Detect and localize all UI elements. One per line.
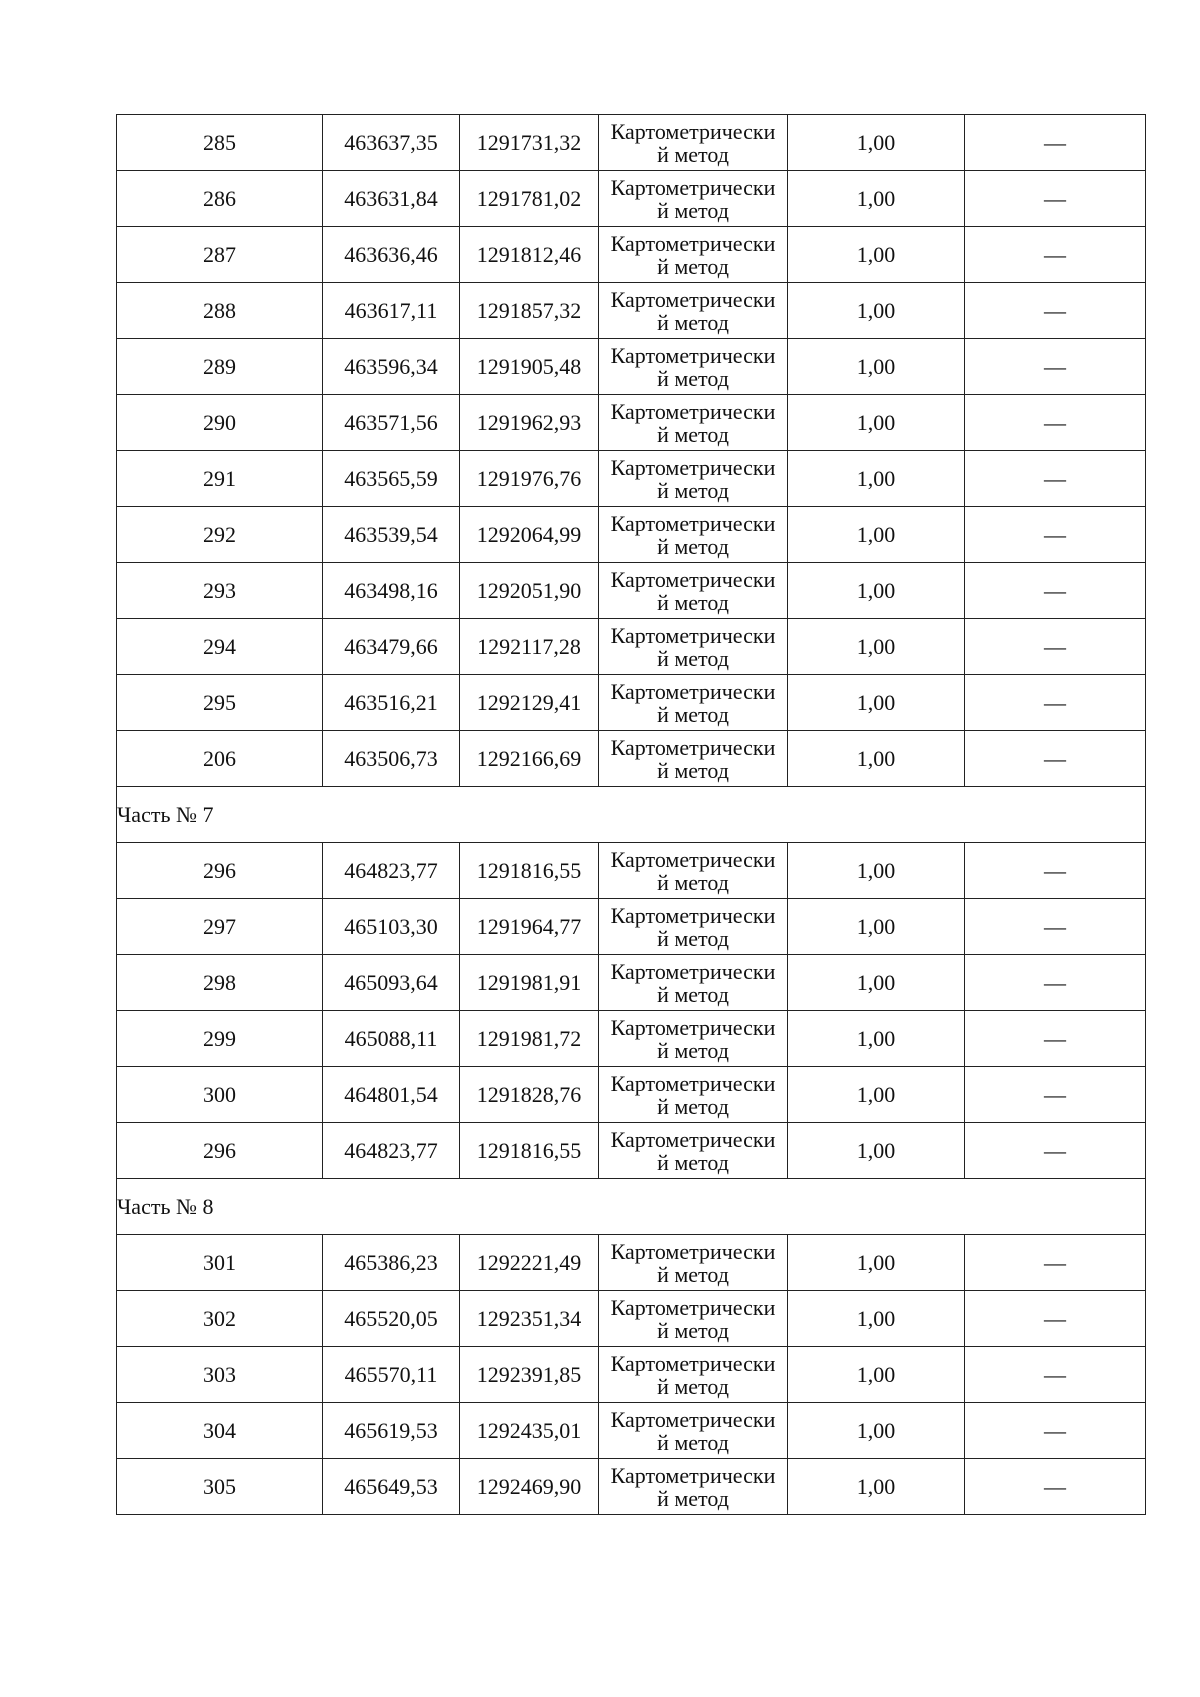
method-cell: Картометрически й метод <box>599 1011 788 1067</box>
y-coordinate-cell: 1291816,55 <box>460 843 599 899</box>
y-coordinate-cell: 1291981,72 <box>460 1011 599 1067</box>
x-coordinate-cell: 463571,56 <box>323 395 460 451</box>
precision-cell: 1,00 <box>788 171 965 227</box>
x-coordinate-cell: 465386,23 <box>323 1235 460 1291</box>
x-coordinate-cell: 465103,30 <box>323 899 460 955</box>
method-cell: Картометрически й метод <box>599 1403 788 1459</box>
point-number-cell: 305 <box>117 1459 323 1515</box>
method-cell: Картометрически й метод <box>599 1067 788 1123</box>
method-cell: Картометрически й метод <box>599 1123 788 1179</box>
y-coordinate-cell: 1291812,46 <box>460 227 599 283</box>
table-row <box>117 675 1146 731</box>
precision-cell: 1,00 <box>788 731 965 787</box>
table-row <box>117 395 1146 451</box>
y-coordinate-cell: 1292221,49 <box>460 1235 599 1291</box>
table-row <box>117 955 1146 1011</box>
point-number-cell: 295 <box>117 675 323 731</box>
precision-cell: 1,00 <box>788 1291 965 1347</box>
dash-cell: — <box>965 1235 1146 1291</box>
coordinates-table-body <box>117 115 1146 1515</box>
point-number-cell: 296 <box>117 1123 323 1179</box>
point-number-cell: 298 <box>117 955 323 1011</box>
x-coordinate-cell: 465619,53 <box>323 1403 460 1459</box>
table-row <box>117 731 1146 787</box>
point-number-cell: 304 <box>117 1403 323 1459</box>
table-row <box>117 563 1146 619</box>
dash-cell: — <box>965 899 1146 955</box>
y-coordinate-cell: 1291781,02 <box>460 171 599 227</box>
dash-cell: — <box>965 1403 1146 1459</box>
x-coordinate-cell: 464823,77 <box>323 843 460 899</box>
table-row <box>117 507 1146 563</box>
point-number-cell: 286 <box>117 171 323 227</box>
coordinates-table <box>116 114 1146 1515</box>
x-coordinate-cell: 463565,59 <box>323 451 460 507</box>
precision-cell: 1,00 <box>788 1011 965 1067</box>
point-number-cell: 288 <box>117 283 323 339</box>
precision-cell: 1,00 <box>788 1235 965 1291</box>
precision-cell: 1,00 <box>788 227 965 283</box>
method-cell: Картометрически й метод <box>599 731 788 787</box>
table-row <box>117 1235 1146 1291</box>
y-coordinate-cell: 1291976,76 <box>460 451 599 507</box>
x-coordinate-cell: 465093,64 <box>323 955 460 1011</box>
y-coordinate-cell: 1292117,28 <box>460 619 599 675</box>
y-coordinate-cell: 1291731,32 <box>460 115 599 171</box>
precision-cell: 1,00 <box>788 1123 965 1179</box>
dash-cell: — <box>965 507 1146 563</box>
section-header-row <box>117 1179 1146 1235</box>
x-coordinate-cell: 463596,34 <box>323 339 460 395</box>
dash-cell: — <box>965 171 1146 227</box>
dash-cell: — <box>965 227 1146 283</box>
dash-cell: — <box>965 339 1146 395</box>
method-cell: Картометрически й метод <box>599 1459 788 1515</box>
point-number-cell: 292 <box>117 507 323 563</box>
y-coordinate-cell: 1291981,91 <box>460 955 599 1011</box>
dash-cell: — <box>965 283 1146 339</box>
table-row <box>117 899 1146 955</box>
x-coordinate-cell: 464823,77 <box>323 1123 460 1179</box>
y-coordinate-cell: 1292351,34 <box>460 1291 599 1347</box>
dash-cell: — <box>965 563 1146 619</box>
method-cell: Картометрически й метод <box>599 339 788 395</box>
table-row <box>117 1011 1146 1067</box>
table-row <box>117 619 1146 675</box>
point-number-cell: 291 <box>117 451 323 507</box>
dash-cell: — <box>965 843 1146 899</box>
method-cell: Картометрически й метод <box>599 1235 788 1291</box>
precision-cell: 1,00 <box>788 619 965 675</box>
x-coordinate-cell: 463617,11 <box>323 283 460 339</box>
point-number-cell: 299 <box>117 1011 323 1067</box>
x-coordinate-cell: 463498,16 <box>323 563 460 619</box>
dash-cell: — <box>965 1291 1146 1347</box>
point-number-cell: 303 <box>117 1347 323 1403</box>
dash-cell: — <box>965 1347 1146 1403</box>
precision-cell: 1,00 <box>788 115 965 171</box>
precision-cell: 1,00 <box>788 1459 965 1515</box>
precision-cell: 1,00 <box>788 1067 965 1123</box>
precision-cell: 1,00 <box>788 899 965 955</box>
y-coordinate-cell: 1292391,85 <box>460 1347 599 1403</box>
table-row <box>117 227 1146 283</box>
point-number-cell: 206 <box>117 731 323 787</box>
method-cell: Картометрически й метод <box>599 283 788 339</box>
table-row <box>117 1403 1146 1459</box>
dash-cell: — <box>965 675 1146 731</box>
method-cell: Картометрически й метод <box>599 563 788 619</box>
point-number-cell: 301 <box>117 1235 323 1291</box>
x-coordinate-cell: 465088,11 <box>323 1011 460 1067</box>
table-row <box>117 451 1146 507</box>
point-number-cell: 296 <box>117 843 323 899</box>
section-label: Часть № 8 <box>117 1179 1146 1235</box>
table-row <box>117 1347 1146 1403</box>
dash-cell: — <box>965 395 1146 451</box>
precision-cell: 1,00 <box>788 563 965 619</box>
point-number-cell: 290 <box>117 395 323 451</box>
point-number-cell: 287 <box>117 227 323 283</box>
y-coordinate-cell: 1291816,55 <box>460 1123 599 1179</box>
dash-cell: — <box>965 1067 1146 1123</box>
method-cell: Картометрически й метод <box>599 899 788 955</box>
table-row <box>117 1459 1146 1515</box>
method-cell: Картометрически й метод <box>599 675 788 731</box>
method-cell: Картометрически й метод <box>599 115 788 171</box>
point-number-cell: 297 <box>117 899 323 955</box>
x-coordinate-cell: 465520,05 <box>323 1291 460 1347</box>
method-cell: Картометрически й метод <box>599 227 788 283</box>
point-number-cell: 289 <box>117 339 323 395</box>
precision-cell: 1,00 <box>788 451 965 507</box>
method-cell: Картометрически й метод <box>599 451 788 507</box>
y-coordinate-cell: 1291905,48 <box>460 339 599 395</box>
method-cell: Картометрически й метод <box>599 1347 788 1403</box>
method-cell: Картометрически й метод <box>599 171 788 227</box>
table-row <box>117 339 1146 395</box>
point-number-cell: 293 <box>117 563 323 619</box>
section-header-row <box>117 787 1146 843</box>
precision-cell: 1,00 <box>788 507 965 563</box>
precision-cell: 1,00 <box>788 339 965 395</box>
y-coordinate-cell: 1292166,69 <box>460 731 599 787</box>
method-cell: Картометрически й метод <box>599 955 788 1011</box>
x-coordinate-cell: 463637,35 <box>323 115 460 171</box>
y-coordinate-cell: 1291962,93 <box>460 395 599 451</box>
table-row <box>117 1123 1146 1179</box>
section-label: Часть № 7 <box>117 787 1146 843</box>
y-coordinate-cell: 1292051,90 <box>460 563 599 619</box>
dash-cell: — <box>965 1459 1146 1515</box>
dash-cell: — <box>965 1011 1146 1067</box>
table-row <box>117 843 1146 899</box>
method-cell: Картометрически й метод <box>599 619 788 675</box>
method-cell: Картометрически й метод <box>599 843 788 899</box>
point-number-cell: 285 <box>117 115 323 171</box>
method-cell: Картометрически й метод <box>599 507 788 563</box>
x-coordinate-cell: 463516,21 <box>323 675 460 731</box>
table-row <box>117 115 1146 171</box>
table-row <box>117 171 1146 227</box>
x-coordinate-cell: 463479,66 <box>323 619 460 675</box>
point-number-cell: 294 <box>117 619 323 675</box>
y-coordinate-cell: 1291857,32 <box>460 283 599 339</box>
y-coordinate-cell: 1291828,76 <box>460 1067 599 1123</box>
precision-cell: 1,00 <box>788 283 965 339</box>
dash-cell: — <box>965 115 1146 171</box>
precision-cell: 1,00 <box>788 1347 965 1403</box>
y-coordinate-cell: 1292435,01 <box>460 1403 599 1459</box>
x-coordinate-cell: 463506,73 <box>323 731 460 787</box>
dash-cell: — <box>965 1123 1146 1179</box>
precision-cell: 1,00 <box>788 1403 965 1459</box>
dash-cell: — <box>965 955 1146 1011</box>
table-row <box>117 283 1146 339</box>
x-coordinate-cell: 463631,84 <box>323 171 460 227</box>
x-coordinate-cell: 465570,11 <box>323 1347 460 1403</box>
dash-cell: — <box>965 451 1146 507</box>
y-coordinate-cell: 1292064,99 <box>460 507 599 563</box>
x-coordinate-cell: 465649,53 <box>323 1459 460 1515</box>
precision-cell: 1,00 <box>788 955 965 1011</box>
dash-cell: — <box>965 619 1146 675</box>
x-coordinate-cell: 463539,54 <box>323 507 460 563</box>
point-number-cell: 300 <box>117 1067 323 1123</box>
table-row <box>117 1291 1146 1347</box>
precision-cell: 1,00 <box>788 675 965 731</box>
table-row <box>117 1067 1146 1123</box>
y-coordinate-cell: 1291964,77 <box>460 899 599 955</box>
y-coordinate-cell: 1292469,90 <box>460 1459 599 1515</box>
x-coordinate-cell: 464801,54 <box>323 1067 460 1123</box>
point-number-cell: 302 <box>117 1291 323 1347</box>
x-coordinate-cell: 463636,46 <box>323 227 460 283</box>
y-coordinate-cell: 1292129,41 <box>460 675 599 731</box>
method-cell: Картометрически й метод <box>599 1291 788 1347</box>
precision-cell: 1,00 <box>788 395 965 451</box>
method-cell: Картометрически й метод <box>599 395 788 451</box>
precision-cell: 1,00 <box>788 843 965 899</box>
dash-cell: — <box>965 731 1146 787</box>
